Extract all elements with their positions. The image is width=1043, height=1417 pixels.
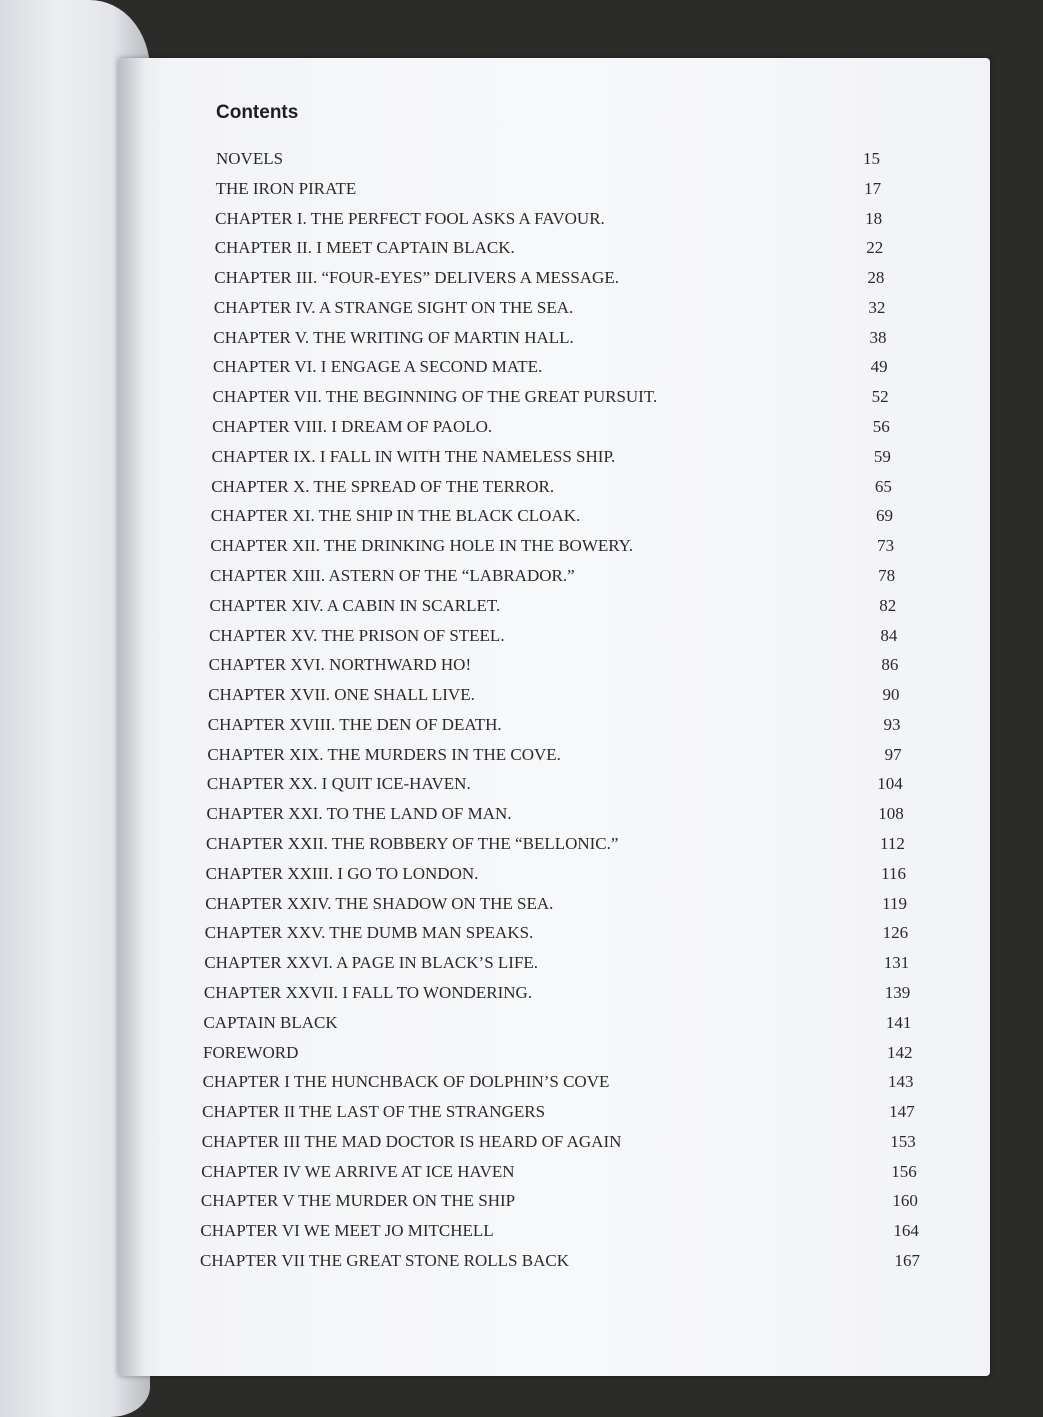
toc-entry-page-number: 116 (881, 863, 906, 883)
toc-entry-page-number: 142 (886, 1042, 913, 1062)
toc-entry-page-number: 126 (882, 923, 909, 943)
toc-entry (216, 144, 880, 174)
toc-entry (215, 233, 884, 263)
toc-entry (200, 1216, 919, 1246)
toc-entry-page-number: 153 (890, 1131, 916, 1151)
toc-entry-title: CHAPTER XX. I QUIT ICE-HAVEN. (206, 774, 471, 794)
toc-entry (215, 204, 882, 234)
toc-entry-page-number: 147 (889, 1102, 915, 1122)
toc-entry-page-number: 82 (879, 595, 897, 615)
toc-entry-page-number: 84 (880, 625, 898, 645)
toc-entry (208, 680, 899, 710)
contents-heading: Contents (216, 102, 299, 123)
toc-entry-title: CHAPTER VII THE GREAT STONE ROLLS BACK (200, 1251, 569, 1270)
toc-entry-title: CHAPTER XXII. THE ROBBERY OF THE “BELLONIC.” (206, 834, 619, 854)
toc-entry-page-number: 49 (870, 357, 888, 377)
toc-entry-title: CHAPTER V THE MURDER ON THE SHIP (200, 1191, 516, 1211)
toc-entry (203, 1067, 914, 1097)
toc-entry-title: CHAPTER I THE HUNCHBACK OF DOLPHIN’S COVE (202, 1072, 610, 1092)
toc-entry-page-number: 22 (866, 238, 884, 258)
toc-entry-title: CHAPTER II. I MEET CAPTAIN BLACK. (214, 238, 515, 258)
toc-entry-page-number: 38 (869, 327, 887, 347)
toc-entry-page-number: 93 (883, 714, 901, 734)
toc-entry-title: CHAPTER X. THE SPREAD OF THE TERROR. (211, 476, 555, 496)
toc-entry-title: CHAPTER XVI. NORTHWARD HO! (208, 655, 472, 675)
toc-entry (216, 174, 882, 204)
toc-entry-title: CHAPTER VI. I ENGAGE A SECOND MATE. (212, 357, 543, 377)
toc-entry (210, 561, 895, 591)
toc-entry-title: CHAPTER VIII. I DREAM OF PAOLO. (212, 417, 493, 437)
toc-entry-page-number: 28 (867, 268, 885, 288)
toc-entry-page-number: 65 (874, 476, 892, 496)
toc-entry-title: CHAPTER VI WE MEET JO MITCHELL (200, 1221, 494, 1241)
toc-entry-title: CAPTAIN BLACK (203, 1012, 338, 1032)
toc-list (118, 58, 990, 1376)
toc-entry-page-number: 18 (865, 208, 883, 228)
toc-entry-title: CHAPTER V. THE WRITING OF MARTIN HALL. (213, 327, 574, 347)
toc-entry (212, 412, 890, 442)
toc-entry-page-number: 131 (883, 953, 910, 973)
toc-entry-title: CHAPTER I. THE PERFECT FOOL ASKS A FAVOUR. (215, 208, 605, 228)
toc-entry (203, 1038, 912, 1068)
toc-entry (205, 889, 907, 919)
toc-entry-title: CHAPTER XI. THE SHIP IN THE BLACK CLOAK. (210, 506, 581, 526)
toc-entry-page-number: 108 (878, 804, 904, 824)
toc-entry (210, 531, 894, 561)
toc-entry-page-number: 59 (873, 446, 891, 466)
toc-entry-page-number: 160 (892, 1191, 918, 1211)
toc-entry-title: CHAPTER XIV. A CABIN IN SCARLET. (209, 595, 501, 615)
toc-entry (200, 1246, 920, 1276)
contents-page (118, 58, 990, 1376)
toc-entry (204, 948, 909, 978)
toc-entry-title: CHAPTER XVII. ONE SHALL LIVE. (208, 685, 475, 705)
toc-entry-title: CHAPTER IV WE ARRIVE AT ICE HAVEN (201, 1161, 515, 1181)
toc-entry (201, 1157, 916, 1187)
toc-entry (205, 918, 908, 948)
toc-entry-page-number: 141 (885, 1012, 912, 1032)
toc-entry (202, 1127, 916, 1157)
toc-entry-page-number: 17 (864, 178, 882, 198)
toc-entry (202, 1097, 914, 1127)
toc-entry-title: CHAPTER XVIII. THE DEN OF DEATH. (207, 714, 502, 734)
toc-entry (214, 293, 886, 323)
toc-entry-page-number: 112 (880, 834, 905, 854)
toc-entry-title: CHAPTER IX. I FALL IN WITH THE NAMELESS SHIP. (211, 446, 616, 466)
toc-entry-title: CHAPTER XXVI. A PAGE IN BLACK’S LIFE. (204, 953, 539, 973)
toc-entry-title: CHAPTER III. “FOUR-EYES” DELIVERS A MESSAGE. (214, 268, 619, 288)
toc-entry-title: CHAPTER XXI. TO THE LAND OF MAN. (206, 804, 512, 824)
toc-entry-title: CHAPTER XV. THE PRISON OF STEEL. (209, 625, 505, 645)
toc-entry-page-number: 56 (872, 417, 890, 437)
toc-entry-title: CHAPTER XXIII. I GO TO LONDON. (205, 863, 479, 883)
toc-entry-title: CHAPTER II THE LAST OF THE STRANGERS (202, 1102, 546, 1122)
toc-entry-title: CHAPTER XXV. THE DUMB MAN SPEAKS. (204, 923, 534, 943)
toc-entry (214, 263, 884, 293)
toc-entry-title: FOREWORD (203, 1042, 299, 1062)
toc-entry (207, 769, 903, 799)
toc-entry (208, 710, 901, 740)
toc-entry-title: CHAPTER VII. THE BEGINNING OF THE GREAT PURSUIT. (212, 387, 658, 407)
toc-entry-page-number: 104 (877, 774, 903, 794)
toc-entry-page-number: 139 (884, 982, 911, 1002)
toc-entry-page-number: 32 (868, 297, 886, 317)
toc-entry (201, 1186, 918, 1216)
toc-entry (204, 978, 910, 1008)
toc-entry-page-number: 69 (875, 506, 893, 526)
toc-entry-title: CHAPTER XXVII. I FALL TO WONDERING. (203, 982, 533, 1002)
toc-entry-title: CHAPTER XII. THE DRINKING HOLE IN THE BOWERY. (210, 536, 633, 556)
toc-entry (211, 501, 893, 531)
toc-entry-title: CHAPTER IV. A STRANGE SIGHT ON THE SEA. (213, 297, 574, 317)
toc-entry (213, 323, 886, 353)
toc-entry-page-number: 156 (891, 1161, 917, 1181)
toc-entry-title: CHAPTER XIII. ASTERN OF THE “LABRADOR.” (209, 565, 575, 585)
toc-entry-page-number: 119 (882, 893, 908, 913)
toc-entry-page-number: 78 (878, 565, 896, 585)
toc-entry (210, 591, 897, 621)
toc-entry-page-number: 86 (881, 655, 899, 675)
toc-entry-page-number: 52 (871, 387, 889, 407)
toc-entry-page-number: 143 (888, 1072, 914, 1092)
toc-entry-page-number: 90 (882, 685, 900, 705)
toc-entry (213, 382, 889, 412)
toc-entry (206, 829, 905, 859)
toc-entry-title: THE IRON PIRATE (215, 178, 357, 198)
toc-entry-title: CHAPTER XXIV. THE SHADOW ON THE SEA. (205, 893, 554, 913)
toc-entry-page-number: 73 (877, 536, 895, 556)
toc-entry (212, 442, 891, 472)
toc-entry-title: CHAPTER XIX. THE MURDERS IN THE COVE. (207, 744, 561, 764)
toc-entry (209, 650, 899, 680)
toc-entry-page-number: 167 (894, 1251, 920, 1270)
toc-entry (209, 621, 897, 651)
toc-entry-title: NOVELS (216, 149, 284, 168)
toc-entry (213, 352, 888, 382)
toc-entry-page-number: 97 (884, 744, 902, 764)
toc-entry (203, 1008, 911, 1038)
toc-entry-page-number: 164 (893, 1221, 919, 1241)
toc-entry (206, 859, 906, 889)
toc-entry (206, 799, 903, 829)
toc-entry-page-number: 15 (863, 149, 880, 168)
toc-entry (207, 740, 901, 770)
toc-entry (211, 472, 892, 502)
toc-entry-title: CHAPTER III THE MAD DOCTOR IS HEARD OF AGAIN (201, 1131, 622, 1151)
